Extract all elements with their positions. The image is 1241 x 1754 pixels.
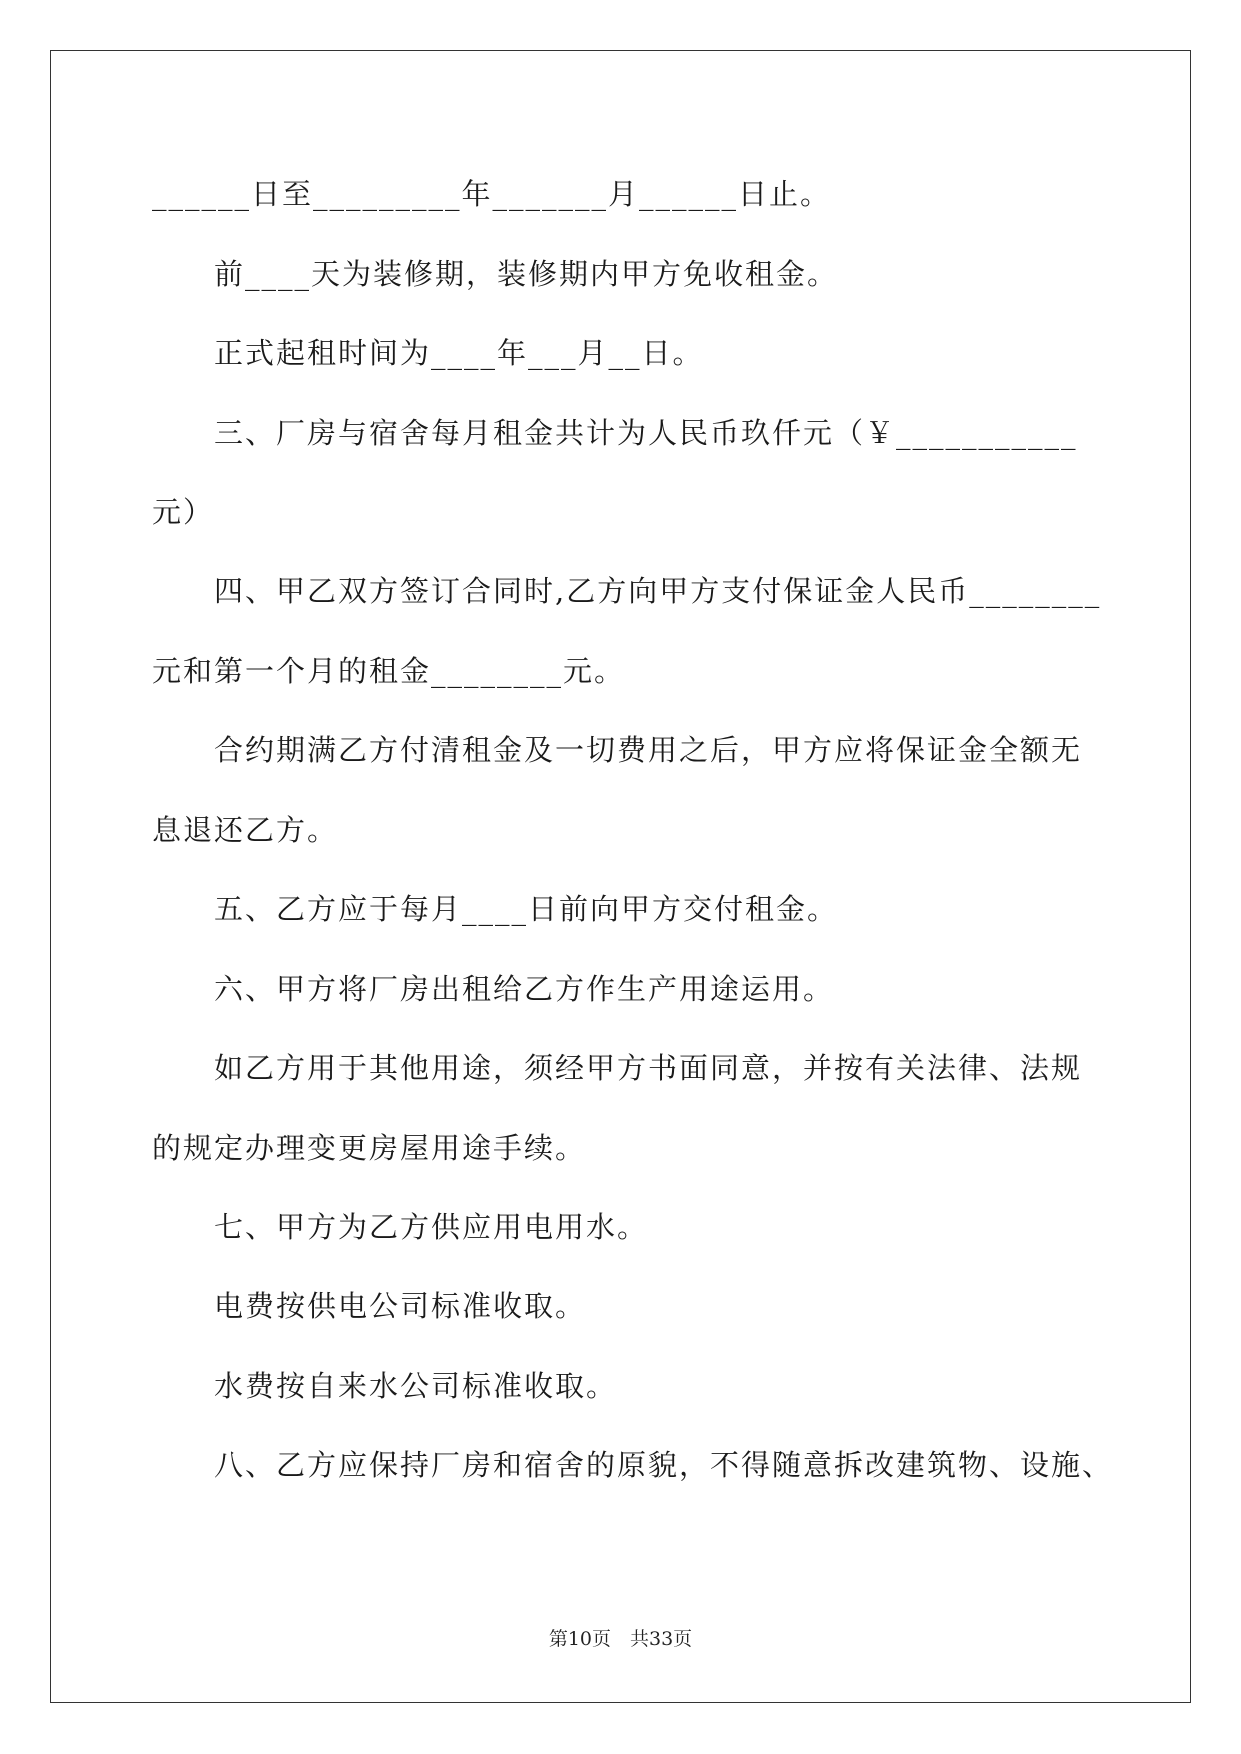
text-line-8: 合约期满乙方付清租金及一切费用之后，甲方应将保证金全额无 <box>214 733 1083 767</box>
text-line-12: 如乙方用于其他用途，须经甲方书面同意，并按有关法律、法规 <box>214 1051 1083 1085</box>
text-line-4: 三、厂房与宿舍每月租金共计为人民币玖仟元（￥___________ <box>214 416 1078 450</box>
text-line-1: ______日至_________年_______月______日止。 <box>152 177 832 211</box>
text-line-6: 四、甲乙双方签订合同时,乙方向甲方支付保证金人民币________ <box>214 574 1102 608</box>
text-line-14: 七、甲方为乙方供应用电用水。 <box>214 1210 649 1244</box>
text-line-11: 六、甲方将厂房出租给乙方作生产用途运用。 <box>214 972 835 1006</box>
text-line-7: 元和第一个月的租金________元。 <box>152 654 626 688</box>
text-line-10: 五、乙方应于每月____日前向甲方交付租金。 <box>214 892 839 926</box>
text-line-15: 电费按供电公司标准收取。 <box>214 1289 587 1323</box>
text-line-17: 八、乙方应保持厂房和宿舍的原貌，不得随意拆改建筑物、设施、 <box>214 1448 1114 1482</box>
text-line-3: 正式起租时间为____年___月__日。 <box>214 336 704 370</box>
text-line-2: 前____天为装修期，装修期内甲方免收租金。 <box>214 257 839 291</box>
page-number-footer: 第10页 共33页 <box>548 1628 693 1650</box>
text-line-9: 息退还乙方。 <box>152 813 339 847</box>
text-line-5: 元） <box>152 495 215 529</box>
text-line-16: 水费按自来水公司标准收取。 <box>214 1369 618 1403</box>
text-line-13: 的规定办理变更房屋用途手续。 <box>152 1131 587 1165</box>
